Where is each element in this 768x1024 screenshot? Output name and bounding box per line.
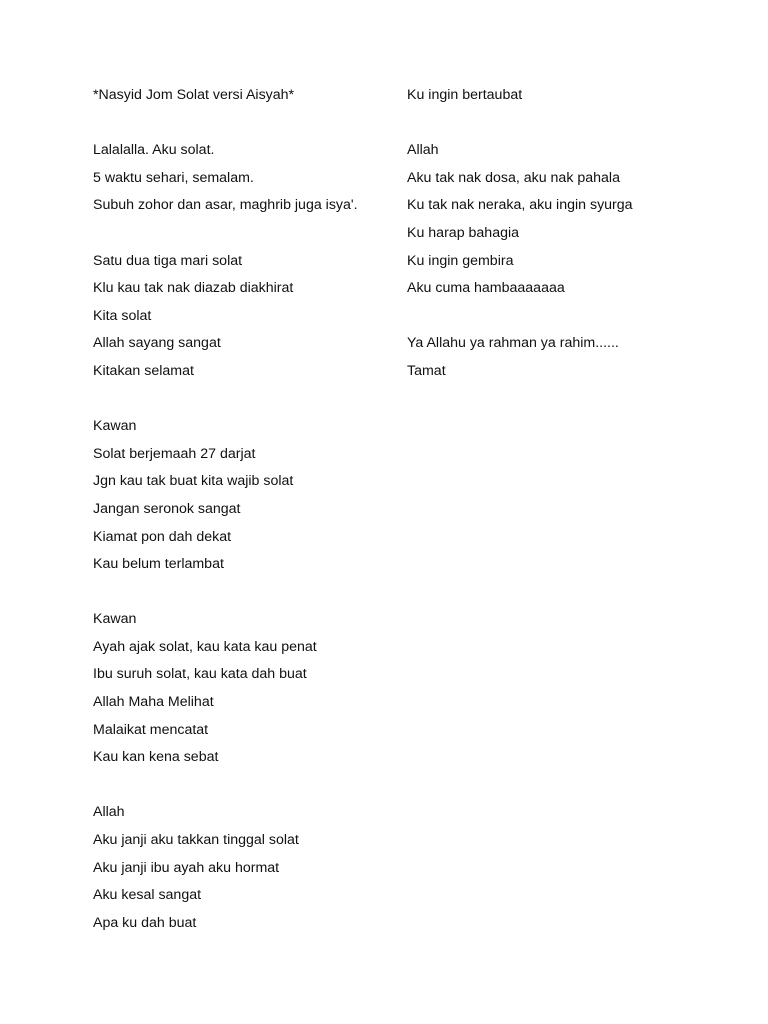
lyric-line: Ya Allahu ya rahman ya rahim...... [407,335,619,352]
lyric-line: Apa ku dah buat [93,914,197,931]
lyric-line: Aku janji ibu ayah aku hormat [93,859,280,876]
lyric-line: Malaikat mencatat [93,721,209,738]
lyric-line: Aku kesal sangat [93,887,202,904]
lyric-line: Lalalalla. Aku solat. [93,142,215,159]
lyric-line: Subuh zohor dan asar, maghrib juga isya'. [93,197,358,214]
lyric-line: Allah sayang sangat [93,335,221,352]
lyric-line: Kawan [93,611,137,628]
lyric-line: Ku tak nak neraka, aku ingin syurga [407,197,633,214]
lyric-line: Ibu suruh solat, kau kata dah buat [93,666,307,683]
lyric-line: Kau kan kena sebat [93,749,219,766]
stanza-break [93,775,383,803]
lyric-line: Ku ingin gembira [407,252,514,269]
lyric-line: Jangan seronok sangat [93,500,241,517]
stanza-break [407,113,707,141]
lyric-line: Jgn kau tak buat kita wajib solat [93,473,294,490]
lyric-line: Ku harap bahagia [407,224,520,241]
lyric-line: Allah [407,142,439,159]
lyrics-right-column [407,85,707,389]
lyric-line: Aku janji aku takkan tinggal solat [93,832,299,849]
lyric-line: Kitakan selamat [93,362,194,379]
stanza-break [93,223,383,251]
lyric-line: Allah [93,804,125,821]
lyric-line: Ayah ajak solat, kau kata kau penat [93,638,317,655]
lyric-line: Solat berjemaah 27 darjat [93,445,256,462]
lyric-line: Kawan [93,418,137,435]
stanza-break [407,306,707,334]
lyric-line: Kiamat pon dah dekat [93,528,232,545]
lyric-line: Satu dua tiga mari solat [93,252,243,269]
lyric-line: Allah Maha Melihat [93,694,214,711]
lyric-line: Aku cuma hambaaaaaaa [407,280,565,297]
lyric-line: *Nasyid Jom Solat versi Aisyah* [93,87,295,103]
stanza-break [93,389,383,417]
lyric-line: Klu kau tak nak diazab diakhirat [93,280,294,297]
lyric-line: Kau belum terlambat [93,556,224,573]
lyric-line: Kita solat [93,307,152,324]
stanza-break [93,582,383,610]
lyric-line: Tamat [407,362,446,379]
lyric-line: 5 waktu sehari, semalam. [93,169,254,186]
lyric-line: Ku ingin bertaubat [407,87,523,103]
lyric-line: Aku tak nak dosa, aku nak pahala [407,169,620,186]
lyrics-left-column [93,85,383,940]
stanza-break [93,113,383,141]
